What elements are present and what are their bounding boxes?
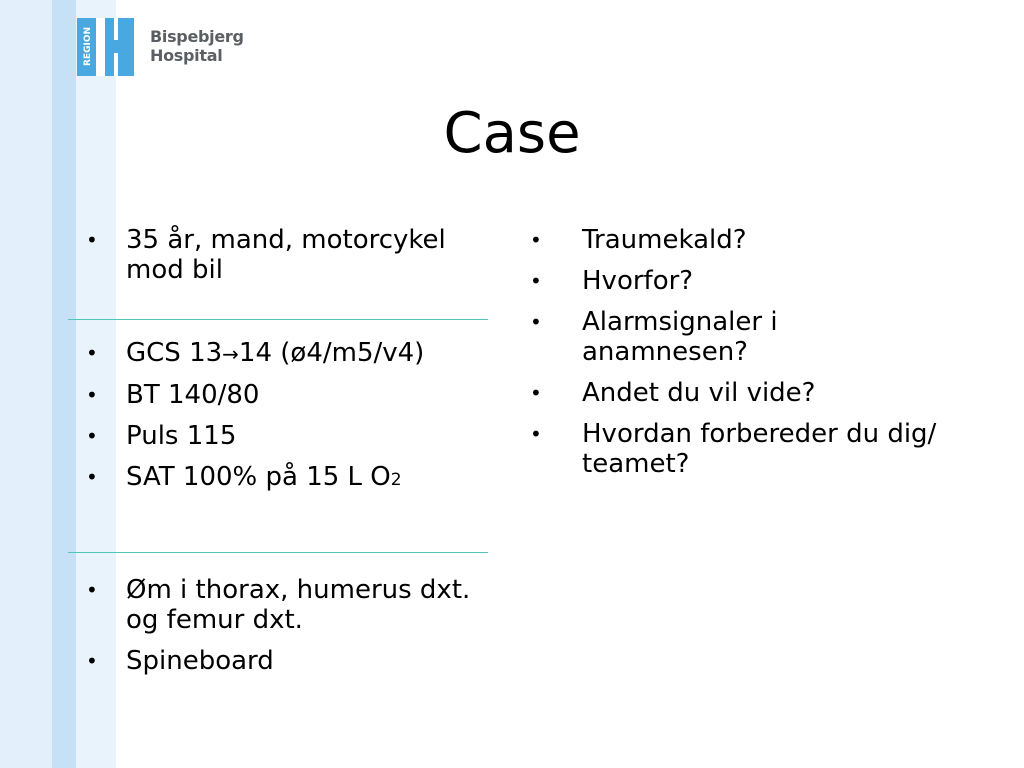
list-item (86, 421, 496, 451)
bullet-icon: • (86, 578, 98, 602)
bullet-icon: • (530, 310, 542, 334)
list-item (530, 266, 950, 296)
item-text: Spineboard (126, 646, 274, 676)
list-item (86, 338, 496, 369)
list-item (86, 462, 496, 495)
list-item (86, 575, 496, 635)
list-item (530, 225, 950, 255)
hospital-name-line1: Bispebjerg (150, 27, 244, 46)
gcs-prefix: GCS 13 (126, 338, 223, 368)
section-divider (68, 552, 488, 553)
bullet-icon: • (530, 228, 542, 252)
item-text: Andet du vil vide? (582, 378, 816, 408)
sat-subscript: 2 (390, 470, 402, 490)
list-item (86, 225, 496, 285)
gcs-suffix: 14 (ø4/m5/v4) (238, 338, 425, 368)
logo-region-text: REGION (83, 27, 93, 66)
right-list (530, 225, 950, 490)
item-text: Hvorfor? (582, 266, 694, 296)
bullet-icon: • (86, 424, 98, 448)
bullet-icon: • (86, 465, 98, 489)
section-divider (68, 319, 488, 320)
item-text: Traumekald? (582, 225, 747, 255)
item-text: Alarmsignaler i anamnesen? (582, 307, 778, 367)
list-item (86, 380, 496, 410)
item-text: Hvordan forbereder du dig/ teamet? (582, 419, 937, 479)
sat-prefix: SAT 100% på 15 L O (126, 462, 391, 492)
slide-title: Case (443, 101, 581, 166)
region-h-logo-icon (77, 18, 134, 76)
right-arrow-icon: → (222, 342, 239, 366)
list-item (530, 378, 950, 408)
left-group-3 (86, 575, 496, 687)
bullet-icon: • (530, 422, 542, 446)
item-text: 35 år, mand, motorcykel mod bil (126, 225, 446, 285)
list-item (86, 646, 496, 676)
bullet-icon: • (86, 228, 98, 252)
hospital-logo (77, 18, 277, 78)
hospital-name-line2: Hospital (150, 46, 223, 65)
list-item (530, 307, 950, 367)
left-group-2 (86, 338, 496, 506)
bullet-icon: • (530, 269, 542, 293)
bullet-icon: • (530, 381, 542, 405)
item-text: Øm i thorax, humerus dxt. og femur dxt. (126, 575, 471, 635)
list-item (530, 419, 950, 479)
hospital-name (150, 27, 244, 65)
item-text: Puls 115 (126, 421, 237, 451)
bullet-icon: • (86, 649, 98, 673)
bullet-icon: • (86, 341, 98, 365)
left-group-1 (86, 225, 496, 296)
item-text: BT 140/80 (126, 380, 260, 410)
bullet-icon: • (86, 383, 98, 407)
